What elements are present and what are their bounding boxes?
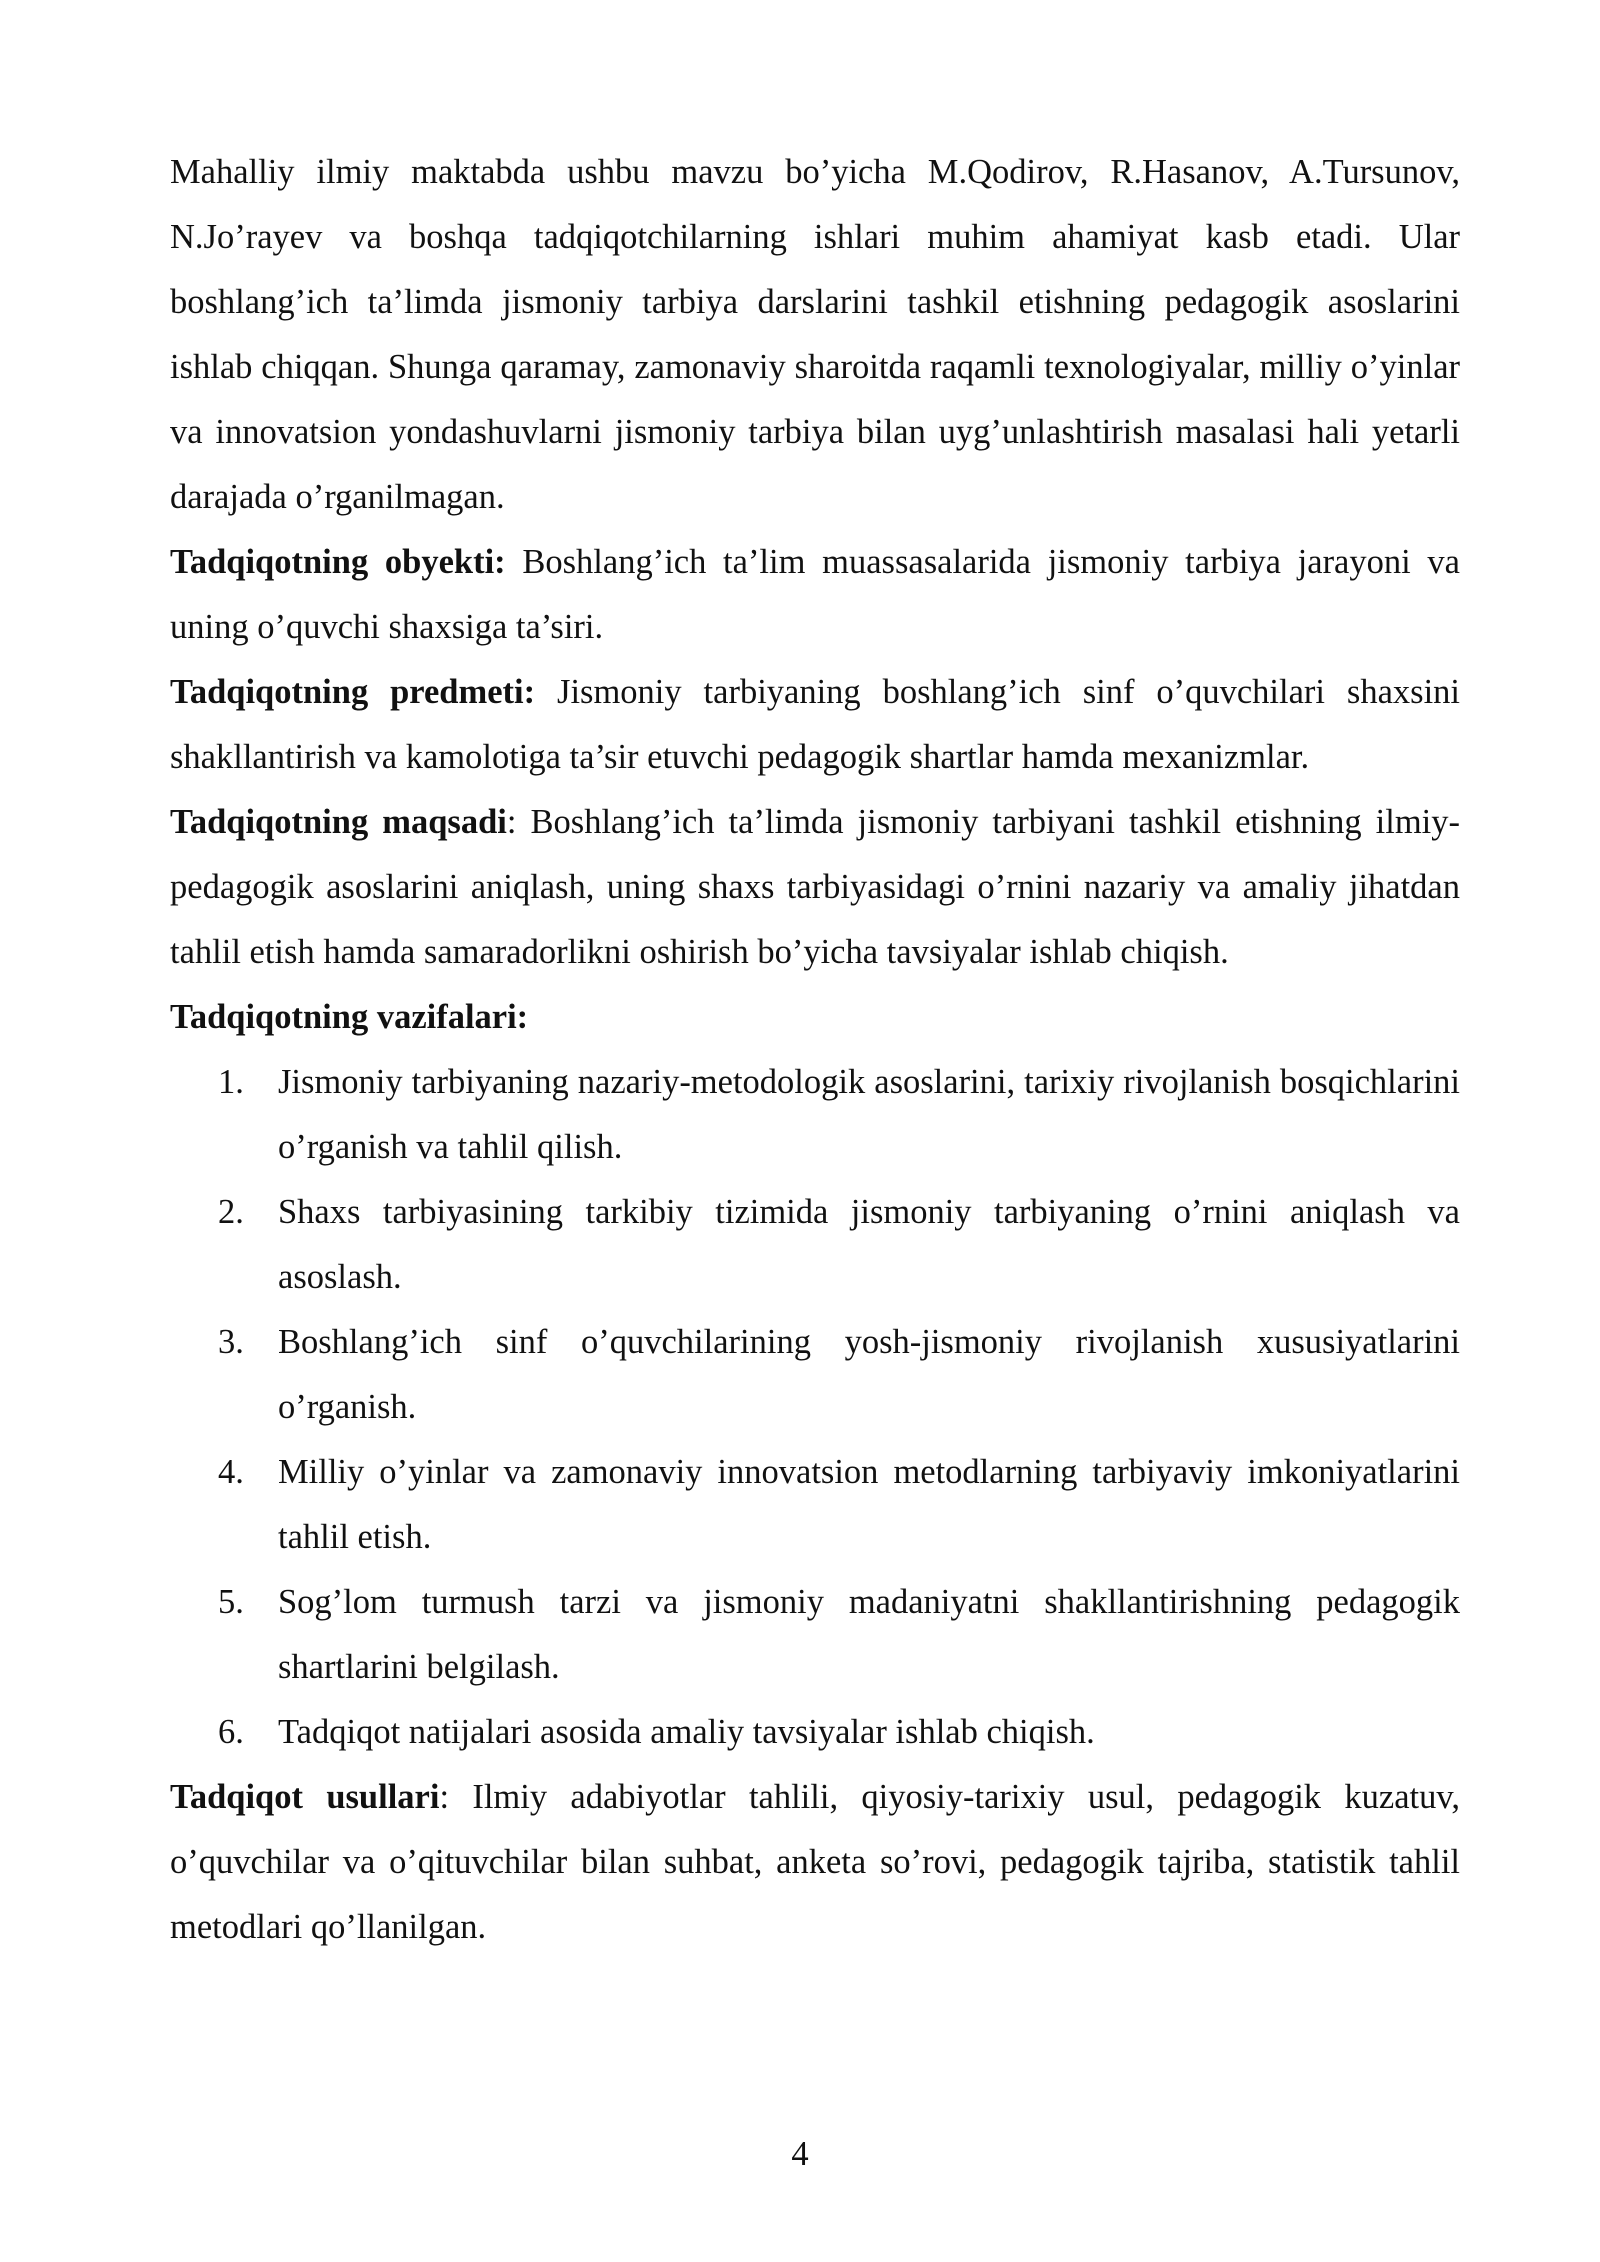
research-goal-paragraph: [170, 790, 1460, 985]
research-object-paragraph: [170, 530, 1460, 660]
list-item-text: Milliy o’yinlar va zamonaviy innovatsion metodlarning tarbiyaviy imkoniyatlarini tahlil etish.: [278, 1453, 1460, 1556]
list-item-number: 4.: [218, 1453, 244, 1491]
research-goal-text: : Boshlang’ich ta’limda jismoniy tarbiyani tashkil etishning ilmiy-pedagogik asoslarini aniqlash, uning shaxs tarbiyasidagi o’rnini nazariy va amaliy jihatdan tahlil etish hamda samaradorlikni oshirish bo’yicha tavsiyalar ishlab chiqish.: [170, 803, 1460, 971]
list-item: [170, 1180, 1460, 1310]
list-item: [170, 1310, 1460, 1440]
intro-paragraph: Mahalliy ilmiy maktabda ushbu mavzu bo’yicha M.Qodirov, R.Hasanov, A.Tursunov, N.Jo’rayev va boshqa tadqiqotchilarning ishlari muhim ahamiyat kasb etadi. Ular boshlang’ich ta’limda jismoniy tarbiya darslarini tashkil etishning pedagogik asoslarini ishlab chiqqan. Shunga qaramay, zamonaviy sharoitda raqamli texnologiyalar, milliy o’yinlar va innovatsion yondashuvlarni jismoniy tarbiya bilan uyg’unlashtirish masalasi hali yetarli darajada o’rganilmagan.: [170, 153, 1460, 516]
research-subject-label: Tadqiqotning predmeti:: [170, 673, 536, 711]
list-item-number: 2.: [218, 1193, 244, 1231]
research-subject-text: Jismoniy tarbiyaning boshlang’ich sinf o’quvchilari shaxsini shakllantirish va kamolotiga ta’sir etuvchi pedagogik shartlar hamda mexanizmlar.: [170, 673, 1460, 776]
list-item-text: Shaxs tarbiyasining tarkibiy tizimida jismoniy tarbiyaning o’rnini aniqlash va asoslash.: [278, 1193, 1460, 1296]
list-item-text: Sog’lom turmush tarzi va jismoniy madaniyatni shakllantirishning pedagogik shartlarini belgilash.: [278, 1583, 1460, 1686]
list-item-text: Jismoniy tarbiyaning nazariy-metodologik asoslarini, tarixiy rivojlanish bosqichlarini o’rganish va tahlil qilish.: [278, 1063, 1460, 1166]
page-number: 4: [791, 2135, 809, 2173]
document-page: [170, 140, 1460, 1960]
list-item-number: 5.: [218, 1583, 244, 1621]
list-item: [170, 1570, 1460, 1700]
research-methods-text: : Ilmiy adabiyotlar tahlili, qiyosiy-tarixiy usul, pedagogik kuzatuv, o’quvchilar va o’qituvchilar bilan suhbat, anketa so’rovi, pedagogik tajriba, statistik tahlil metodlari qo’llanilgan.: [170, 1778, 1460, 1946]
research-methods-label: Tadqiqot usullari: [170, 1778, 440, 1816]
research-object-label: Tadqiqotning obyekti:: [170, 543, 506, 581]
list-item-text: Boshlang’ich sinf o’quvchilarining yosh-jismoniy rivojlanish xususiyatlarini o’rganish.: [278, 1323, 1460, 1426]
research-methods-paragraph: [170, 1765, 1460, 1960]
research-subject-paragraph: [170, 660, 1460, 790]
list-item: [170, 1700, 1460, 1765]
research-object-text: Boshlang’ich ta’lim muassasalarida jismoniy tarbiya jarayoni va uning o’quvchi shaxsiga ta’siri.: [170, 543, 1460, 646]
list-item: [170, 1050, 1460, 1180]
list-item-number: 1.: [218, 1063, 244, 1101]
research-tasks-list: [170, 1050, 1460, 1765]
list-item-number: 3.: [218, 1323, 244, 1361]
list-item: [170, 1440, 1460, 1570]
list-item-text: Tadqiqot natijalari asosida amaliy tavsiyalar ishlab chiqish.: [278, 1713, 1095, 1751]
research-goal-label: Tadqiqotning maqsadi: [170, 803, 507, 841]
research-tasks-heading: Tadqiqotning vazifalari:: [170, 998, 529, 1036]
list-item-number: 6.: [218, 1713, 244, 1751]
